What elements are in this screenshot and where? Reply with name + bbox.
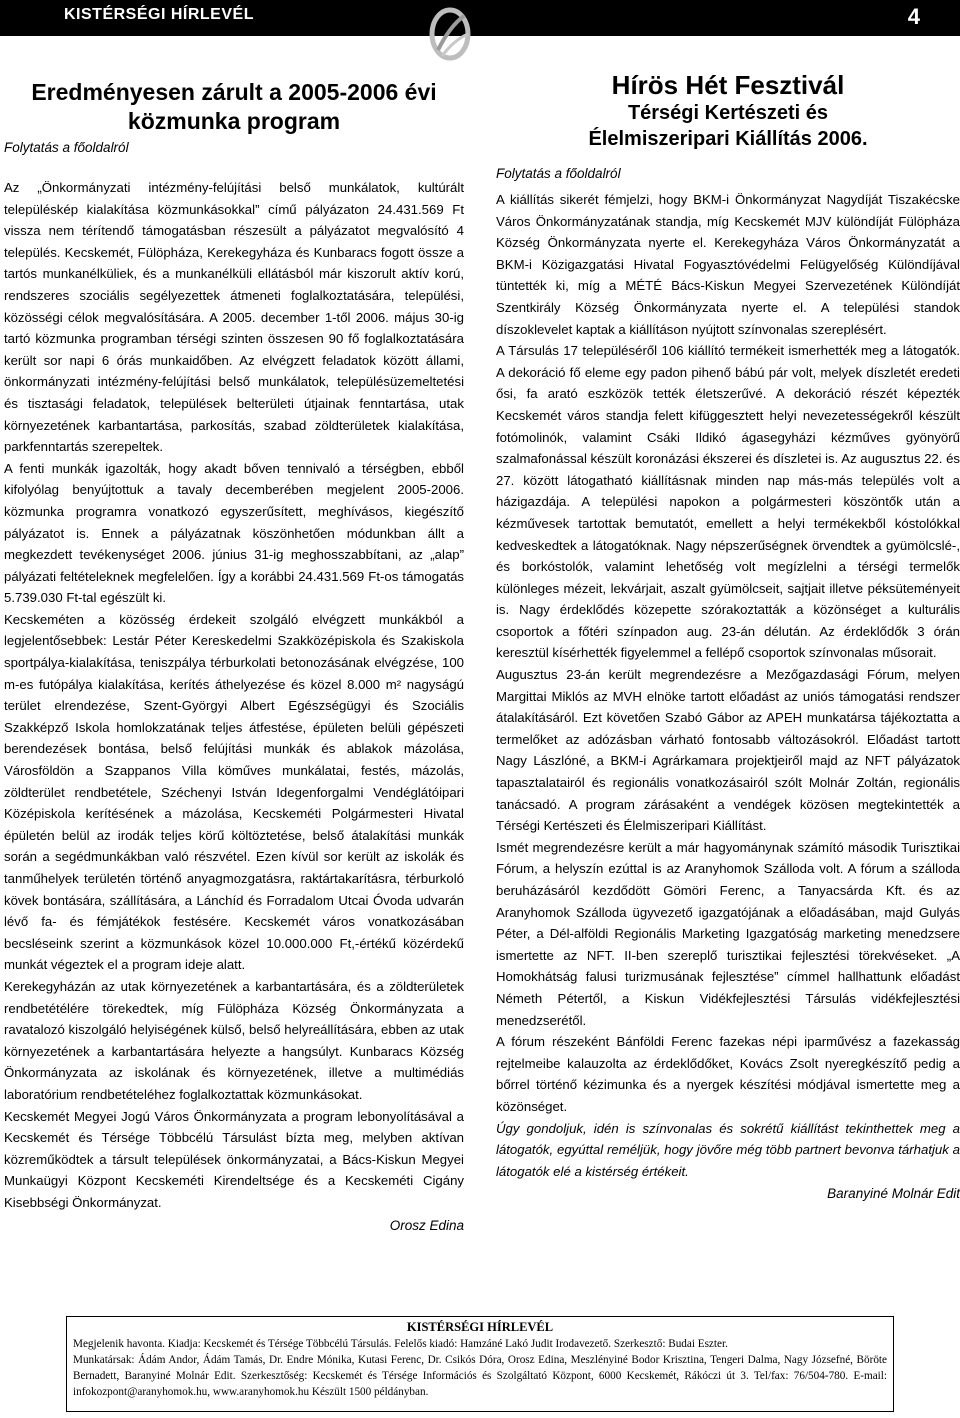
article-title [4, 78, 464, 136]
right-article [496, 70, 960, 1201]
article-paragraph: A fórum részeként Bánföldi Ferenc fazekas népi iparművész a fazekasság rejtelmeibe kalauzolta az érdeklődőket, Kovács Zsolt nyeregkészítő pedig a bőrrel történő kézimunka és a nyergek készítési módjával ismertette meg a közönséget. [496, 1034, 960, 1114]
colophon-title: KISTÉRSÉGI HÍRLEVÉL [406, 1320, 554, 1334]
author-signature: Orosz Edina [389, 1217, 464, 1233]
article-paragraph: A kiállítás sikerét fémjelzi, hogy BKM-i Önkormányzat Nagydíját Tiszakécske Város Önkormányzatának standja, míg Kecskemét MJV különdíját Fülöpháza Község Önkormányzata nyerte el. Kerekegyháza Város Önkormányzatát a BKM-i Közigazgatási Hivatal Fogyasztóvédelmi Felügyelőség Különdíjával tüntették ki, míg a MÉTÉ Bács-Kiskun Megyei Szervezetének Különdíját Szentkirály Község Önkormányzata nyerte el. A települési standok díszoklevelet kaptak a kiállításon nyújtott színvonalas szereplésért. [496, 192, 960, 337]
author-signature: Baranyiné Molnár Edit [827, 1186, 960, 1202]
article-paragraph: A Társulás 17 településéről 106 kiállító termékeit ismerhették meg a látogatók. A dekoráció fő eleme egy padon pihenő bábú pár volt, melyek díszletét eredeti ősi, fa arató eszközök tették életszerűvé. A dekoráció részét képezték Kecskemét város standja felett kifüggesztett helyi nevezetességekről készült fotómolinók, valamint Csáki Ildikó ágasegyházi kézműves gyönyörű szalmafonással készült koronázási ékszerei és díszletei is. Az augusztus 22. és 27. között látogatható kiállításnak minden nap más-más település volt a házigazdája. A települési napokon a polgármesteri köszöntők után a kézművesek tartottak bemutatót, emellett a helyi termékekből kóstolókkal kedveskedtek a látogatóknak. Nagy népszerűségnek örvendtek a gyümölcslé-, és borkóstolók, valamint lehetőség volt megízlelni a térségi termelők különleges mézeit, lekvárjait, aszalt gyümölcseit, sajtjait illetve péksüteményeit is. Nagy érdeklődés közepette szórakoztatták a közönséget a kulturális csoportok a főtéri színpadon aug. 23-án délután. Az érdeklődők 3 órán keresztül kísérhették figyelemmel a fellépő csoportok színvonalas műsorait. [496, 343, 960, 661]
left-article [4, 78, 464, 1233]
article-subtitle-line1: Térségi Kertészeti és [627, 102, 829, 124]
article-title-line1: Eredményesen zárult a 2005-2006 évi [31, 79, 437, 105]
colophon-staff: Munkatársak: Ádám Andor, Ádám Tamás, Dr. Endre Mónika, Kutasi Ferenc, Dr. Csikós Dóra, Orosz Edina, Meszlényiné Bodor Krisztina, Tengeri Dalma, Nagy Józsefné, Böröte Bernadett, Baranyiné Molnár Edit. Szerkesztőség: Kecskemét és Térsége Információs és Szolgáltató Központ, 6000 Kecskemét, Rákóczi út 3. Tel/fax: 76/504-780. E-mail: infokozpont@aranyhomok.hu, www.aranyhomok.hu Készült 1500 példányban. [73, 1354, 887, 1398]
continued-note: Folytatás a főoldalról [4, 140, 129, 155]
newsletter-title: KISTÉRSÉGI HÍRLEVÉL [64, 6, 254, 23]
article-title-line2: közmunka program [127, 108, 341, 134]
article-paragraph: Kecskemét Megyei Jogú Város Önkormányzata a program lebonyolításával a Kecskemét és Térsége Többcélú Társulást bízta meg, melyben aktívan közreműködtek a társult települések önkormányzatai, a Bács-Kiskun Megyei Munkaügyi Központ Kecskeméti Kirendeltsége és a Kecskeméti Cigány Kisebbségi Önkormányzat. [4, 1108, 464, 1210]
article-paragraph: Úgy gondoljuk, idén is színvonalas és sokrétű kiállítást tekinthettek meg a látogatók, egyúttal reméljük, hogy jövőre még több partnert bevonva tárhatjuk a látogatók elé a kistérség értékeit. [496, 1120, 960, 1179]
header-bar [0, 0, 960, 36]
article-paragraph: Az „Önkormányzati intézmény-felújítási belső munkálatok, kultúrált településkép kialakítása közmunkásokkal” című pályázaton 24.431.569 Ft vissza nem térítendő támogatásban részesült a pályázatot megvalósító 4 település. Kecskemét, Fülöpháza, Kerekegyháza és Kunbaracs fogott össze a tartós munkanélküliek, és a munkanélküli ellátásból már kiszorult aktív korú, rendszeres szociális segélyezettek átmeneti foglalkoztatására, települési, közösségi célok megvalósítására. A 2005. december 1-től 2006. május 30-ig tartó közmunka programban térségi szinten összesen 90 fő foglalkoztatására került sor napi 6 órás munkaidőben. Az elvégzett feladatok között állami, önkormányzati intézmény-felújítási belső munkálatok, településüzemeltetési és tisztasági feladatok, települések belterületi útjainak fenntartása, utak környezetének karbantartása, parkosítás, szabad zöldterületek kialakítása, parkfenntartás szerepeltek. [4, 180, 464, 455]
article-subtitle [496, 100, 960, 152]
newsletter-logo-icon [428, 6, 472, 62]
page-number: 4 [907, 4, 920, 29]
colophon-publisher: Megjelenik havonta. Kiadja: Kecskemét és Térsége Többcélú Társulás. Felelős kiadó: Hamzáné Lakó Judit Irodavezető. Szerkesztő: Budai Eszter. [73, 1338, 728, 1350]
article-paragraph: Kecskeméten a közösség érdekeit szolgáló elvégzett munkákból a legjelentősebbek: Lestár Péter Kereskedelmi Szakközépiskola és Szakiskola sportpálya-kialakítása, teniszpálya térburkolati betonozásának elvégzése, 100 m-es futópálya kialakítása, kerítés áthelyezése és közel 8.000 m² nagyságú terület elrendezése, Szent-Györgyi Albert Egészségügyi és Szociális Szakképző Iskola homlokzatának teljes átfestése, épületen belüli gépészeti berendezések bontása, belső felújítási munkák és ablakok mázolása, Városföldön a Szappanos Villa köműves munkálatai, festés, mázolás, zöldterület rendbetétele, Széchenyi István Idegenforgalmi Vendéglátóipari Középiskola kerítésének a mázolása, Kecskeméti Polgármesteri Hivatal épületén belül az irodák teljes körű költöztetése, belső átalakítási munkák során a segédmunkákban való részvétel. Ezen kívül sor került az iskolák és tanműhelyek területén történő anyagmozgatásra, raktártakarításra, térburkoló kövek bontására, szállítására, a Lánchíd és Forradalom Utcai Óvoda udvarán lévő fa- és fémjátékok festésére. Kecskemét város vonatkozásában becsléseink szerint a közmunkások közel 10.000.000 Ft,-értékű közérdekű munkát végeztek el a program ideje alatt. [4, 611, 464, 973]
article-paragraph: A fenti munkák igazolták, hogy akadt bőven tennivaló a térségben, ebből kifolyólag benyújtottuk a tavaly decemberében megjelent 2005-2006. közmunka programra vonatkozó egyszerűsített, meghívásos, kiegészítő pályázatot is. Ennek a pályázatnak köszönhetően módunkban állt a megkezdett tevékenységet 2006. június 31-ig meghosszabbítani, az „alap” pályázati feltételeknek megfelelően. Így a korábbi 24.431.569 Ft-os támogatás 5.739.030 Ft-tal egészült ki. [4, 460, 464, 606]
article-paragraph: Ismét megrendezésre került a már hagyománynak számító második Turisztikai Fórum, a helyszín ezúttal is az Aranyhomok Szálloda volt. A fórum a szálloda beruházásáról kezdődött Gömöri Ferenc, a Tanyacsárda Kft. és az Aranyhomok Szálloda ügyvezető igazgatójának a előadásában, majd Gulyás Péter, a Dél-alföldi Regionális Marketing Igazgatóság marketing menedzsere ismertette az NFT. II-ben szereplő turisztikai fejlesztési törekvéseket. „A Homokhátság falusi turizmusának fejlesztése” címmel hallhattunk előadást Németh Pétertől, a Kiskun Vidékfejlesztési Társulás vidékfejlesztési menedzserétől. [496, 839, 960, 1028]
article-subtitle-line2: Élelmiszeripari Kiállítás 2006. [588, 128, 868, 150]
article-paragraph: Kerekegyházán az utak környezetének a karbantartására, és a zöldterületek rendbetétélére törekedtek, míg Fülöpháza Község Önkormányzata a ravatalozó kiszolgáló helyiségének külső, belső helyreállítására, ebben az utak környezetének a karbantartására helyezte a hangsúlyt. Kunbaracs Község Önkormányzata az iskolának és környezetének, illetve a multimédiás laboratórium rendbetételéhez foglalkoztattak közmunkásokat. [4, 978, 464, 1102]
continued-note: Folytatás a főoldalról [496, 166, 621, 181]
article-paragraph: Augusztus 23-án került megrendezésre a Mezőgazdasági Fórum, melyen Margittai Miklós az MVH elnöke tartott előadást az uniós támogatási rendszer átalakításáról. Ezt követően Szabó Gábor az APEH munkatársa tájékoztatta a termelőket az adózásban várható fontosabb változásokról. Előadást tartott Nagy Lászlóné, a BKM-i Agrárkamara projektjeiről majd az NFT pályázatok tapasztalatairól és regionális vonatkozásairól szólt Molnár Zoltán, regionális tanácsadó. A program zárásaként a vendégek közösen megtekintették a Térségi Kertészeti és Élelmiszeripari Kiállítást. [496, 667, 960, 834]
article-title: Hírös Hét Fesztivál [611, 70, 845, 100]
colophon [66, 1316, 894, 1412]
